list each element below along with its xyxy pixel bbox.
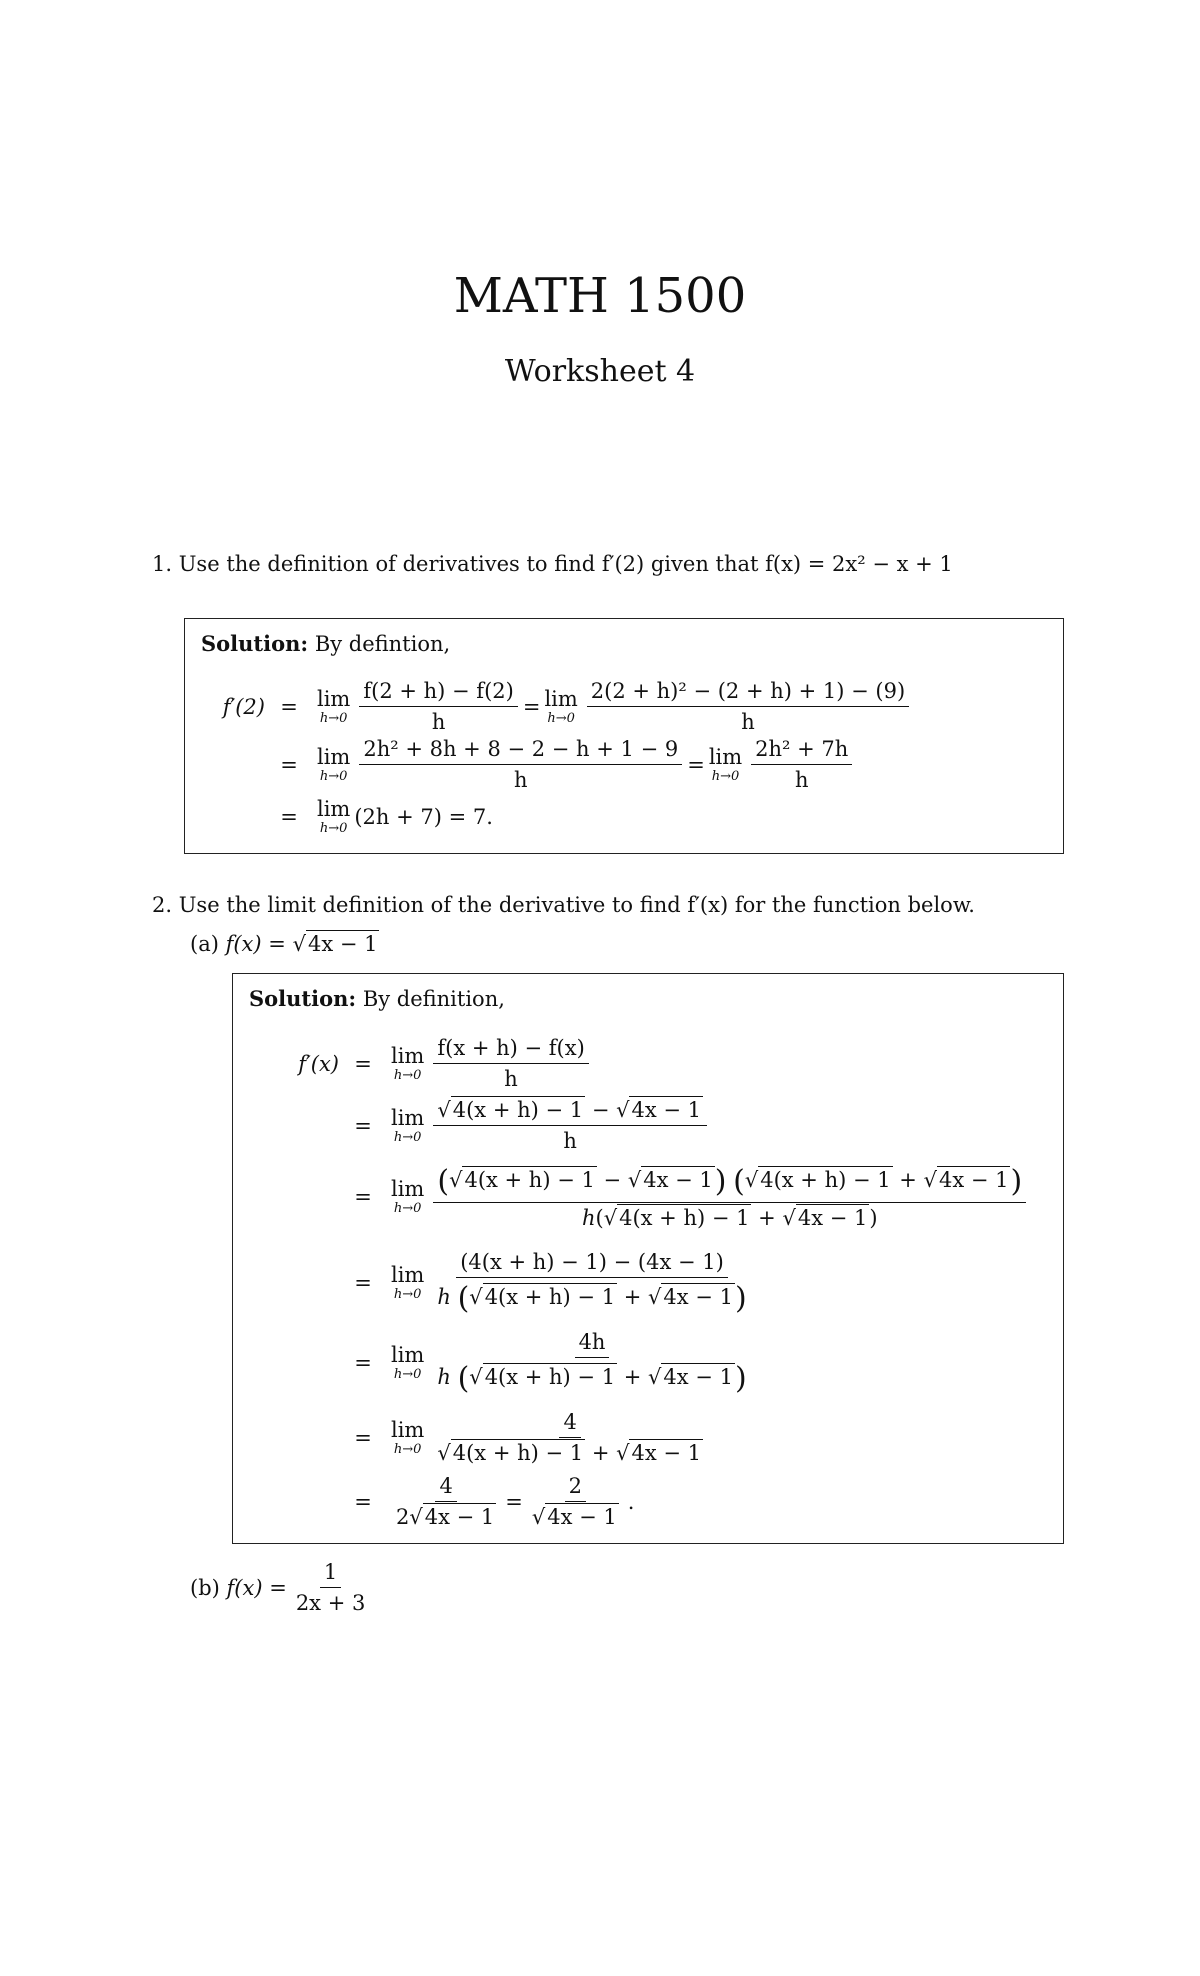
limit-operator: lim h→0 [317, 797, 351, 836]
limit-operator: lim h→0 [317, 686, 351, 726]
limit-operator: lim h→0 [391, 1343, 425, 1382]
limit-operator: lim h→0 [544, 686, 578, 726]
solution-1-row-3: = lim h→0 (2h + 7) = 7. [280, 797, 493, 836]
limit-operator: lim h→0 [708, 744, 743, 784]
solution-1-label: Solution: By defintion, [201, 631, 451, 656]
problem-2-text: Use the limit definition of the derivative to find f′(x) for the function below. [178, 893, 975, 917]
problem-2-number: 2. [152, 893, 173, 917]
limit-operator: lim h→0 [391, 1105, 425, 1145]
page-subtitle: Worksheet 4 [504, 354, 696, 389]
problem-2a: (a) f(x) = √4x − 1 [190, 932, 378, 956]
solution-2a-label: Solution: By definition, [249, 986, 505, 1011]
solution-2a-step-5: = lim h→0 $\frac{4h}{h (√4(x + h) - 1 + √4x - 1)}$ [354, 1330, 747, 1396]
solution-2a-box [232, 973, 1064, 1544]
solution-2a-step-2: = lim h→0 $\frac{√4(x + h) - 1 - √4x - 1}{h}$ [233, 1098, 712, 1153]
page-title: MATH 1500 [453, 268, 747, 324]
limit-operator: lim h→0 [391, 1417, 425, 1457]
limit-operator: lim h→0 [391, 1043, 425, 1083]
problem-1-number: 1. [152, 552, 173, 576]
solution-2a-step-6: = lim h→0 $\frac{4}{√4(x + h) - 1 + √4x - 1}$ [354, 1410, 701, 1465]
limit-operator: lim h→0 [391, 1177, 425, 1216]
solution-2a-step-1: f′(x) = lim h→0 $\frac{f(x + h) - f(x)}{h}$ [233, 1036, 594, 1091]
solution-2a-step-4: = lim h→0 $\frac{(4(x + h) - 1) - (4x - 1)}{h (√4(x + h) - 1 + √4x - 1)}$ [354, 1250, 747, 1316]
problem-2 [152, 893, 975, 917]
solution-1-box [184, 618, 1064, 854]
solution-2a-step-3: = lim h→0 $\frac{(√4(x + h) - 1 - √4x - 1) (√4(x + h) - 1 + √4x - 1)}{h(√4(x + h) - 1 + √4x - 1)}$ [233, 1164, 1031, 1230]
problem-2b: (b) f(x) = $\frac{1}{2x + 3}$ [190, 1560, 366, 1615]
limit-operator: lim h→0 [317, 744, 351, 784]
limit-operator: lim h→0 [391, 1263, 425, 1302]
solution-2a-step-7: = $\frac{4}{2√4x - 1}$ = $\frac{2}{√4x - 1}$ . [354, 1474, 635, 1529]
solution-1-row-1: f′(2) = lim h→0 $\frac{f(2 + h) - f(2)}{h}$ = lim h→0 $\frac{\text{2(2 + h)² − (2 + h) + 1) − (9)}}{h}$ [195, 679, 914, 734]
solution-1-row-2: = lim h→0 $\frac{\text{2h² + 8h + 8 − 2 − h + 1 − 9}}{h}$ = lim h→0 $\frac{\text{2h² + 7h}}{h}$ [195, 737, 857, 792]
problem-1-text: Use the definition of derivatives to find f′(2) given that f(x) = 2x² − x + 1 [178, 552, 953, 576]
problem-1 [152, 552, 953, 576]
